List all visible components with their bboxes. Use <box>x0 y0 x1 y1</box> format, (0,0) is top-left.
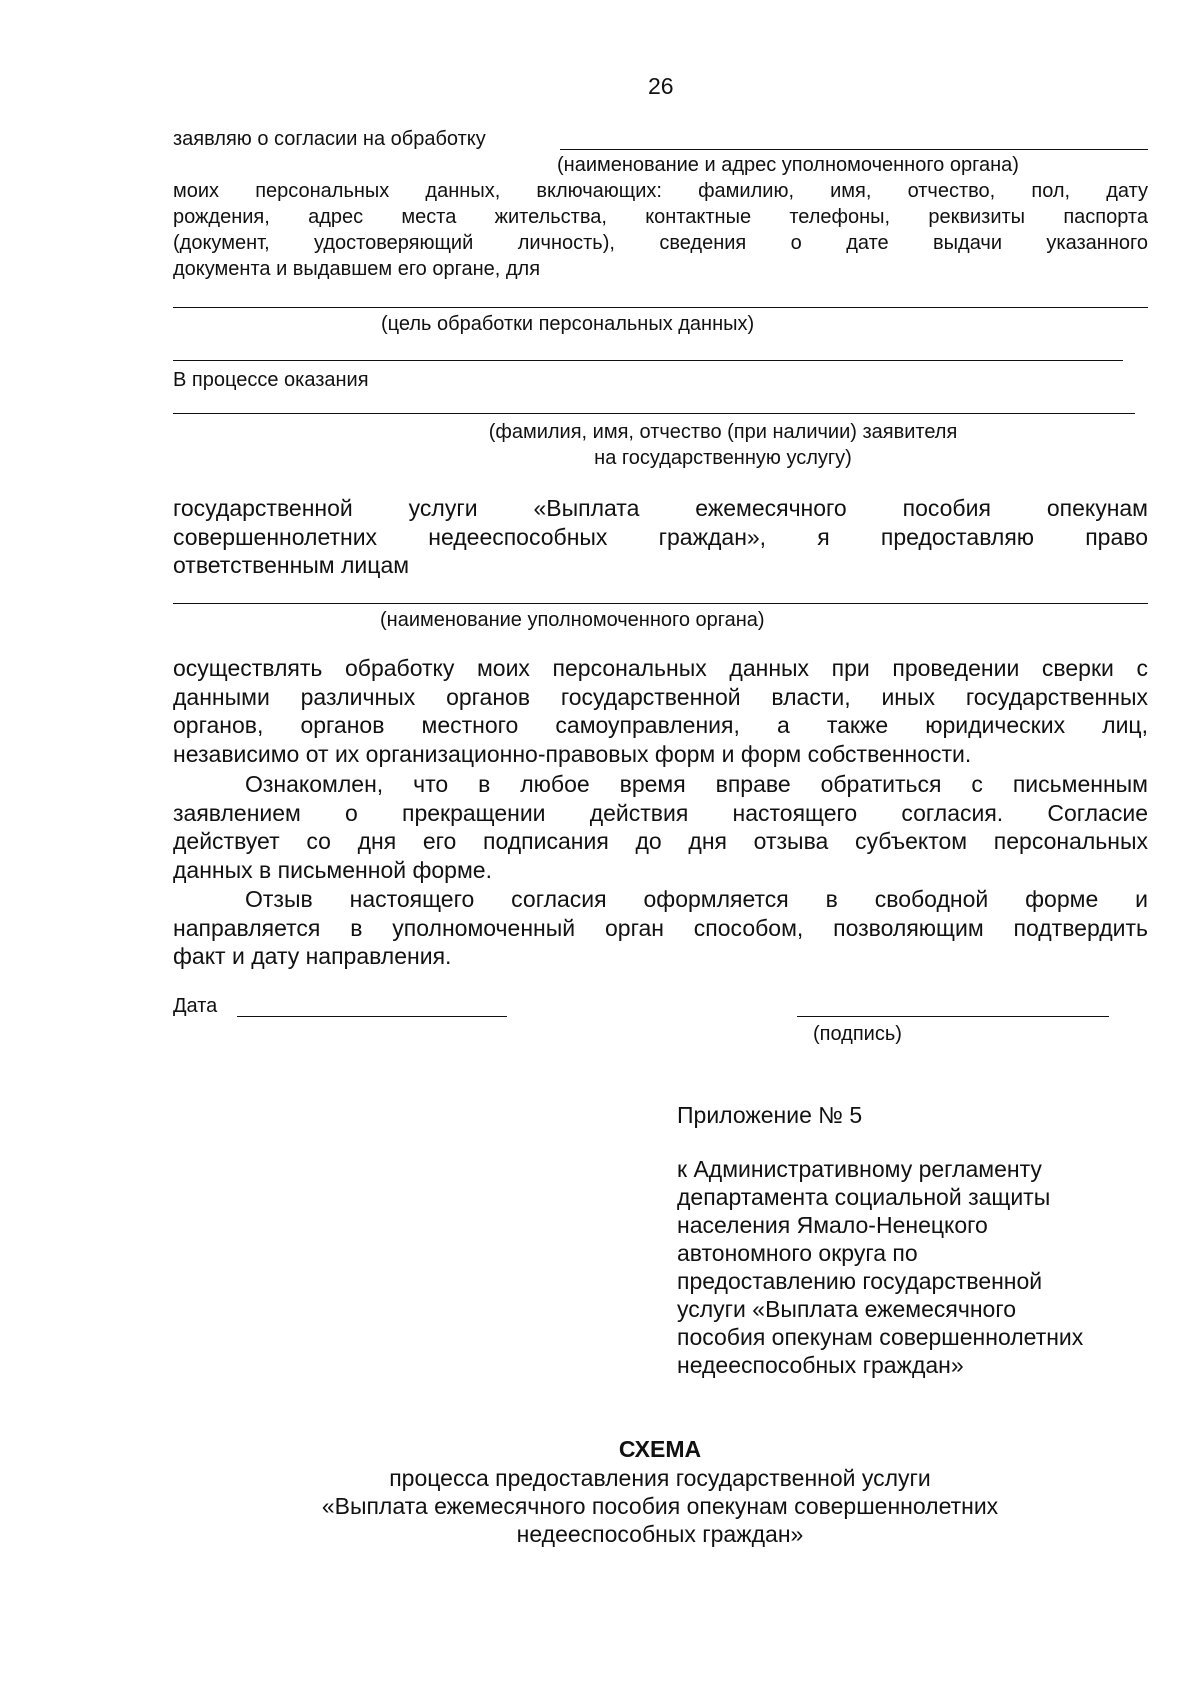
appendix-line: услуги «Выплата ежемесячного <box>677 1296 1016 1322</box>
appendix-line: департамента социальной защиты <box>677 1184 1051 1210</box>
text-line: факт и дату направления. <box>173 943 452 969</box>
appendix-line: недееспособных граждан» <box>677 1352 964 1378</box>
date-blank[interactable] <box>237 1016 507 1017</box>
page-number: 26 <box>648 73 674 99</box>
consent-intro: заявляю о согласии на обработку <box>173 128 486 150</box>
text-line: органов, органов местного самоуправления, а также юридических лиц, <box>173 712 1148 738</box>
text-line: направляется в уполномоченный орган способом, позволяющим подтвердить <box>173 914 1148 941</box>
scheme-line: «Выплата ежемесячного пособия опекунам совершеннолетних <box>321 1493 999 1519</box>
appendix-line: автономного округа по <box>677 1240 918 1266</box>
text-line: Ознакомлен, что в любое время вправе обратиться с письменным <box>245 771 1148 797</box>
scheme-subtitle <box>160 1464 1160 1548</box>
text-line: государственной услуги «Выплата ежемесячного пособия опекунам <box>173 495 1148 521</box>
appendix-line: пособия опекунам совершеннолетних <box>677 1324 1084 1350</box>
appendix-line: предоставлению государственной <box>677 1268 1043 1294</box>
text-line: ответственным лицам <box>173 552 410 578</box>
signature-blank[interactable] <box>797 1016 1109 1017</box>
text-line: данных в письменной форме. <box>173 856 492 883</box>
text-line: заявлением о прекращении действия настоящего согласия. Согласие <box>173 799 1148 826</box>
scheme-title: СХЕМА <box>618 1436 702 1462</box>
text-line: осуществлять обработку моих персональных данных при проведении сверки с <box>173 655 1148 681</box>
applicant-blank[interactable] <box>173 413 1135 414</box>
date-label: Дата <box>173 995 218 1017</box>
text-line: моих персональных данных, включающих: фамилию, имя, отчество, пол, дату <box>173 180 1148 202</box>
organ-address-blank[interactable] <box>560 149 1148 150</box>
appendix-line: населения Ямало-Ненецкого <box>677 1212 988 1238</box>
scheme-line: процесса предоставления государственной услуги <box>389 1465 931 1491</box>
applicant-caption-1: (фамилия, имя, отчество (при наличии) заявителя <box>488 421 958 443</box>
signature-caption: (подпись) <box>813 1023 902 1045</box>
scheme-line: недееспособных граждан» <box>516 1521 804 1547</box>
appendix-block <box>677 1155 1147 1379</box>
revocation-paragraph <box>173 885 1148 971</box>
text-line: совершеннолетних недееспособных граждан», я предоставляю право <box>173 523 1148 550</box>
organ-address-caption: (наименование и адрес уполномоченного органа) <box>557 154 1019 176</box>
text-line: независимо от их организационно-правовых форм и форм собственности. <box>173 740 972 767</box>
text-line: Отзыв настоящего согласия оформляется в свободной форме и <box>245 886 1148 912</box>
text-line: рождения, адрес места жительства, контактные телефоны, реквизиты паспорта <box>173 206 1148 228</box>
purpose-blank-2[interactable] <box>173 360 1123 361</box>
process-label: В процессе оказания <box>173 369 369 391</box>
appendix-title: Приложение № 5 <box>677 1102 863 1128</box>
service-paragraph <box>173 494 1148 580</box>
appendix-line: к Административному регламенту <box>677 1156 1042 1182</box>
purpose-caption: (цель обработки персональных данных) <box>381 313 755 335</box>
text-line: действует со дня его подписания до дня отзыва субъектом персональных <box>173 828 1148 854</box>
organ-caption: (наименование уполномоченного органа) <box>380 609 765 631</box>
processing-paragraph <box>173 654 1148 768</box>
organ-blank[interactable] <box>173 603 1148 604</box>
purpose-blank[interactable] <box>173 307 1148 308</box>
text-line: (документ, удостоверяющий личность), сведения о дате выдачи указанного <box>173 232 1148 254</box>
personal-data-paragraph <box>173 178 1148 282</box>
text-line: данными различных органов государственной власти, иных государственных <box>173 683 1148 710</box>
text-line: документа и выдавшем его органе, для <box>173 258 541 280</box>
acknowledge-paragraph <box>173 770 1148 884</box>
applicant-caption-2: на государственную услугу) <box>594 447 852 469</box>
